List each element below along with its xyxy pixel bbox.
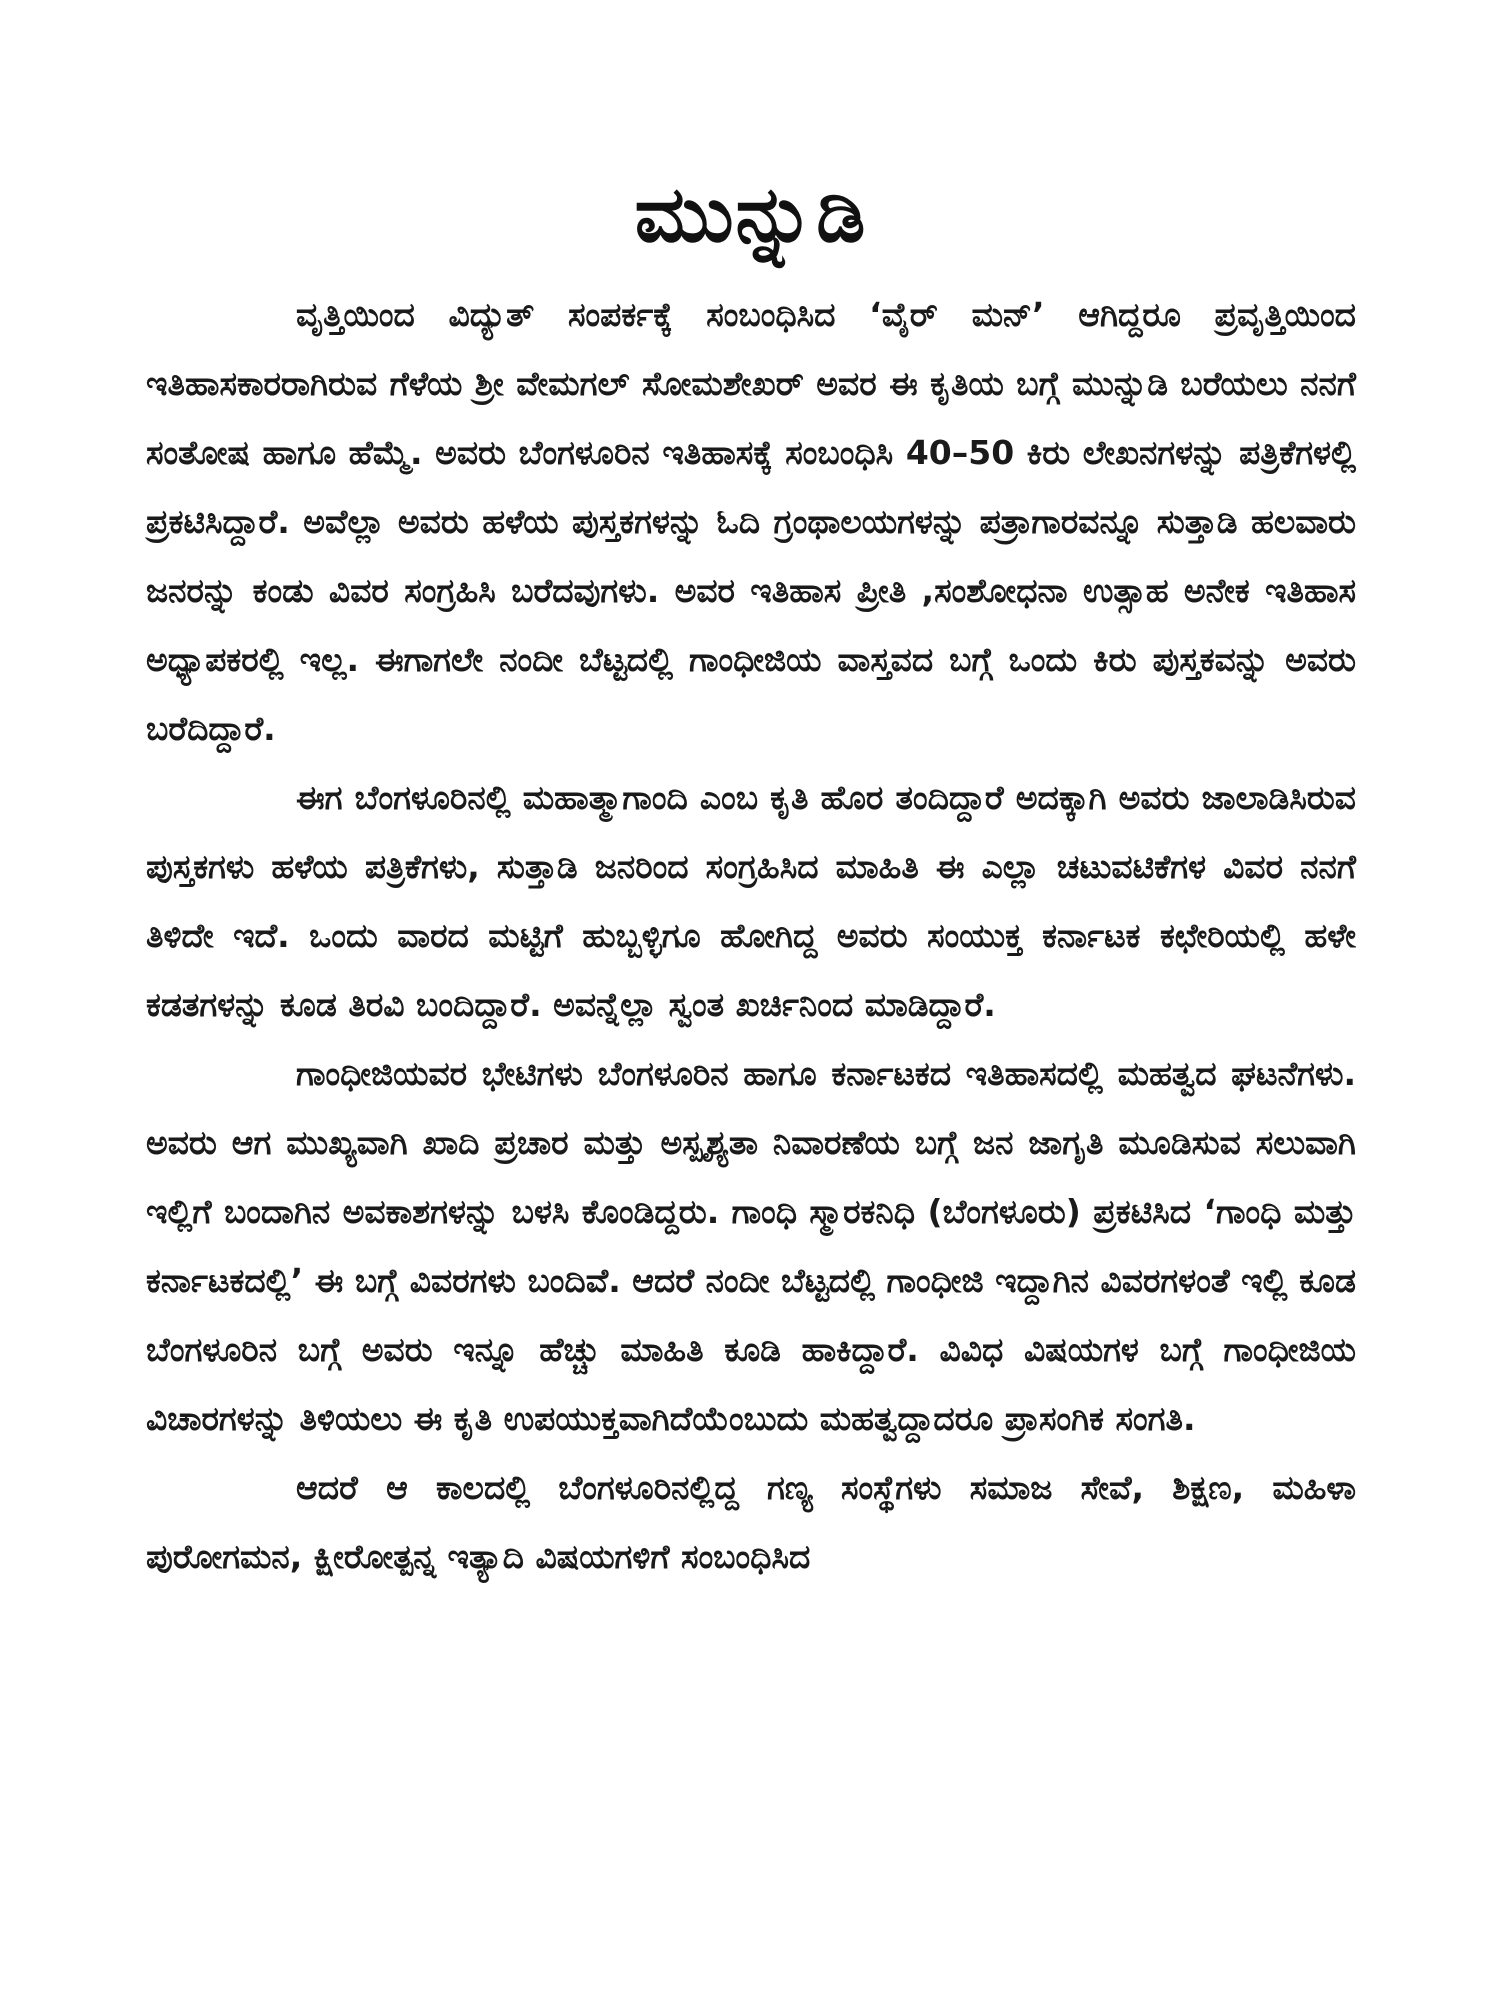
document-page	[146, 160, 1356, 1591]
paragraph-1: ವೃತ್ತಿಯಿಂದ ವಿದ್ಯುತ್ ಸಂಪರ್ಕಕ್ಕೆ ಸಂಬಂಧಿಸಿದ ‘ವೈರ್ ಮನ್’ ಆಗಿದ್ದರೂ ಪ್ರವೃತ್ತಿಯಿಂದ ಇತಿಹಾಸಕಾರರಾಗಿರುವ ಗೆಳೆಯ ಶ್ರೀ ವೇಮಗಲ್ ಸೋಮಶೇಖರ್ ಅವರ ಈ ಕೃತಿಯ ಬಗ್ಗೆ ಮುನ್ನುಡಿ ಬರೆಯಲು ನನಗೆ ಸಂತೋಷ ಹಾಗೂ ಹೆಮ್ಮೆ. ಅವರು ಬೆಂಗಳೂರಿನ ಇತಿಹಾಸಕ್ಕೆ ಸಂಬಂಧಿಸಿ 40–50 ಕಿರು ಲೇಖನಗಳನ್ನು ಪತ್ರಿಕೆಗಳಲ್ಲಿ ಪ್ರಕಟಿಸಿದ್ದಾರೆ. ಅವೆಲ್ಲಾ ಅವರು ಹಳೆಯ ಪುಸ್ತಕಗಳನ್ನು ಓದಿ ಗ್ರಂಥಾಲಯಗಳನ್ನು ಪತ್ರಾಗಾರವನ್ನೂ ಸುತ್ತಾಡಿ ಹಲವಾರು ಜನರನ್ನು ಕಂಡು ವಿವರ ಸಂಗ್ರಹಿಸಿ ಬರೆದವುಗಳು. ಅವರ ಇತಿಹಾಸ ಪ್ರೀತಿ ,ಸಂಶೋಧನಾ ಉತ್ಸಾಹ ಅನೇಕ ಇತಿಹಾಸ ಅಧ್ಯಾಪಕರಲ್ಲಿ ಇಲ್ಲ. ಈಗಾಗಲೇ ನಂದೀ ಬೆಟ್ಟದಲ್ಲಿ ಗಾಂಧೀಜಿಯ ವಾಸ್ತವದ ಬಗ್ಗೆ ಒಂದು ಕಿರು ಪುಸ್ತಕವನ್ನು ಅವರು ಬರೆದಿದ್ದಾರೆ.	[146, 295, 1356, 748]
paragraph-2: ಈಗ ಬೆಂಗಳೂರಿನಲ್ಲಿ ಮಹಾತ್ಮಾಗಾಂದಿ ಎಂಬ ಕೃತಿ ಹೊರ ತಂದಿದ್ದಾರೆ ಅದಕ್ಕಾಗಿ ಅವರು ಜಾಲಾಡಿಸಿರುವ ಪುಸ್ತಕಗಳು ಹಳೆಯ ಪತ್ರಿಕೆಗಳು, ಸುತ್ತಾಡಿ ಜನರಿಂದ ಸಂಗ್ರಹಿಸಿದ ಮಾಹಿತಿ ಈ ಎಲ್ಲಾ ಚಟುವಟಿಕೆಗಳ ವಿವರ ನನಗೆ ತಿಳಿದೇ ಇದೆ. ಒಂದು ವಾರದ ಮಟ್ಟಿಗೆ ಹುಬ್ಬಳ್ಳಿಗೂ ಹೋಗಿದ್ದ ಅವರು ಸಂಯುಕ್ತ ಕರ್ನಾಟಕ ಕಛೇರಿಯಲ್ಲಿ ಹಳೇ ಕಡತಗಳನ್ನು ಕೂಡ ತಿರವಿ ಬಂದಿದ್ದಾರೆ. ಅವನ್ನೆಲ್ಲಾ ಸ್ವಂತ ಖರ್ಚಿನಿಂದ ಮಾಡಿದ್ದಾರೆ.	[146, 778, 1356, 1024]
paragraph-4: ಆದರೆ ಆ ಕಾಲದಲ್ಲಿ ಬೆಂಗಳೂರಿನಲ್ಲಿದ್ದ ಗಣ್ಯ ಸಂಸ್ಥೆಗಳು ಸಮಾಜ ಸೇವೆ, ಶಿಕ್ಷಣ, ಮಹಿಳಾ ಪುರೋಗಮನ, ಕ್ಷೀರೋತ್ಪನ್ನ ಇತ್ಯಾದಿ ವಿಷಯಗಳಿಗೆ ಸಂಬಂಧಿಸಿದ	[146, 1468, 1356, 1576]
page-title: ಮುನ್ನುಡಿ	[634, 170, 868, 260]
paragraph-3: ಗಾಂಧೀಜಿಯವರ ಭೇಟಿಗಳು ಬೆಂಗಳೂರಿನ ಹಾಗೂ ಕರ್ನಾಟಕದ ಇತಿಹಾಸದಲ್ಲಿ ಮಹತ್ವದ ಘಟನೆಗಳು. ಅವರು ಆಗ ಮುಖ್ಯವಾಗಿ ಖಾದಿ ಪ್ರಚಾರ ಮತ್ತು ಅಸ್ಪೃಶ್ಯತಾ ನಿವಾರಣೆಯ ಬಗ್ಗೆ ಜನ ಜಾಗೃತಿ ಮೂಡಿಸುವ ಸಲುವಾಗಿ ಇಲ್ಲಿಗೆ ಬಂದಾಗಿನ ಅವಕಾಶಗಳನ್ನು ಬಳಸಿ ಕೊಂಡಿದ್ದರು. ಗಾಂಧಿ ಸ್ಮಾರಕನಿಧಿ (ಬೆಂಗಳೂರು) ಪ್ರಕಟಿಸಿದ ‘ಗಾಂಧಿ ಮತ್ತು ಕರ್ನಾಟಕದಲ್ಲಿ’ ಈ ಬಗ್ಗೆ ವಿವರಗಳು ಬಂದಿವೆ. ಆದರೆ ನಂದೀ ಬೆಟ್ಟದಲ್ಲಿ ಗಾಂಧೀಜಿ ಇದ್ದಾಗಿನ ವಿವರಗಳಂತೆ ಇಲ್ಲಿ ಕೂಡ ಬೆಂಗಳೂರಿನ ಬಗ್ಗೆ ಅವರು ಇನ್ನೂ ಹೆಚ್ಚು ಮಾಹಿತಿ ಕೂಡಿ ಹಾಕಿದ್ದಾರೆ. ವಿವಿಧ ವಿಷಯಗಳ ಬಗ್ಗೆ ಗಾಂಧೀಜಿಯ ವಿಚಾರಗಳನ್ನು ತಿಳಿಯಲು ಈ ಕೃತಿ ಉಪಯುಕ್ತವಾಗಿದೆಯೆಂಬುದು ಮಹತ್ವದ್ದಾದರೂ ಪ್ರಾಸಂಗಿಕ ಸಂಗತಿ.	[146, 1054, 1356, 1438]
